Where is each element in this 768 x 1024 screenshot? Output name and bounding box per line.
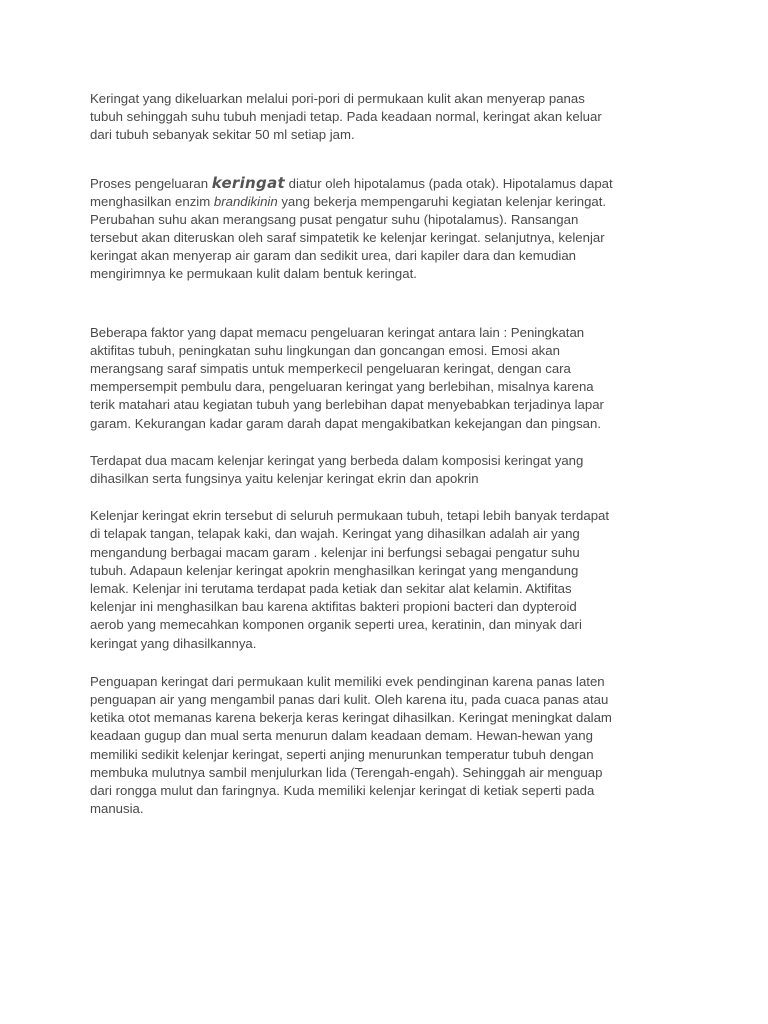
text-line: Keringat yang dikeluarkan melalui pori-pori di permukaan kulit akan menyerap panas — [90, 91, 585, 106]
text-line: di telapak tangan, telapak kaki, dan wajah. Keringat yang dihasilkan adalah air yang — [90, 526, 580, 542]
paragraph-evaporation — [90, 673, 680, 819]
paragraph-sweat-process — [90, 174, 680, 284]
text-line: dari rongga mulut dan faringnya. Kuda memiliki kelenjar keringat di ketiak seperti pada — [90, 783, 595, 799]
text-line: merangsang saraf simpatis untuk memperkecil pengeluaran keringat, dengan cara — [90, 361, 571, 377]
text-line: aerob yang memecahkan komponen organik seperti urea, keratinin, dan minyak dari — [90, 617, 582, 633]
text-line: tubuh. Adapaun kelenjar keringat apokrin menghasilkan keringat yang mengandung — [90, 562, 579, 578]
text-line: membuka mulutnya sambil menjulurkan lida (Terengah-engah). Sehinggah air menguap — [90, 764, 603, 780]
text-line: dari tubuh sebanyak sekitar 50 ml setiap jam. — [90, 127, 355, 143]
text-line: penguapan air yang mengambil panas dari kulit. Oleh karena itu, pada cuaca panas atau — [90, 692, 609, 708]
text-line: manusia. — [90, 801, 144, 817]
paragraph-gland-types — [90, 452, 680, 488]
keyword-brandikinin: brandikinin — [213, 193, 278, 209]
text-segment: Proses pengeluaran — [90, 175, 212, 191]
text-line: mengirimnya ke permukaan kulit dalam bentuk keringat. — [90, 266, 417, 282]
text-line — [90, 174, 680, 193]
text-line: memiliki sedikit kelenjar keringat, seperti anjing menurunkan temperatur tubuh dengan — [90, 746, 594, 762]
text-segment: menghasilkan enzim — [90, 193, 214, 209]
text-line: lemak. Kelenjar ini terutama terdapat pada ketiak dan sekitar alat kelamin. Aktifitas — [90, 581, 572, 597]
text-line: tersebut akan diteruskan oleh saraf simpatetik ke kelenjar keringat. selanjutnya, kelenjar — [90, 230, 605, 246]
text-line: Beberapa faktor yang dapat memacu pengeluaran keringat antara lain : Peningkatan — [90, 324, 585, 340]
text-line: terik matahari atau kegiatan tubuh yang berlebihan dapat menyebabkan terjadinya lapar — [90, 397, 604, 413]
text-line: mempersempit pembulu dara, pengeluaran keringat yang berlebihan, misalnya karena — [90, 379, 594, 395]
text-line: ketika otot memanas karena bekerja keras keringat dihasilkan. Keringat meningkat dalam — [90, 710, 612, 726]
text-line: Kelenjar keringat ekrin tersebut di seluruh permukaan tubuh, tetapi lebih banyak terdapat — [90, 508, 610, 524]
text-line: tubuh sehinggah suhu tubuh menjadi tetap. Pada keadaan normal, keringat akan keluar — [90, 109, 602, 125]
text-segment: yang bekerja mempengaruhi kegiatan kelenjar keringat. — [277, 193, 607, 209]
text-segment: diatur oleh hipotalamus (pada otak). Hipotalamus dapat — [284, 175, 613, 191]
text-line: Penguapan keringat dari permukaan kulit memiliki evek pendinginan karena panas laten — [90, 673, 605, 689]
text-line: garam. Kekurangan kadar garam darah dapat mengakibatkan kekejangan dan pingsan. — [90, 415, 601, 431]
text-line: dihasilkan serta fungsinya yaitu kelenjar keringat ekrin dan apokrin — [90, 471, 479, 487]
text-line: Perubahan suhu akan merangsang pusat pengatur suhu (hipotalamus). Ransangan — [90, 211, 579, 227]
text-line — [90, 193, 680, 211]
paragraph-ekrin-apokrin — [90, 507, 680, 653]
text-line: keringat akan menyerap air garam dan sedikit urea, dari kapiler dara dan kemudian — [90, 248, 577, 264]
document-body — [90, 90, 680, 819]
paragraph-sweat-absorption — [90, 90, 680, 145]
text-line: mengandung berbagai macam garam . kelenjar ini berfungsi sebagai pengatur suhu — [90, 544, 580, 560]
keyword-keringat: keringat — [211, 173, 285, 192]
text-line: kelenjar ini menghasilkan bau karena aktifitas bakteri propioni bacteri dan dypteroid — [90, 599, 577, 615]
text-line: aktifitas tubuh, peningkatan suhu lingkungan dan goncangan emosi. Emosi akan — [90, 342, 560, 358]
text-line: Terdapat dua macam kelenjar keringat yang berbeda dalam komposisi keringat yang — [90, 452, 584, 468]
text-line: keadaan gugup dan mual serta menurun dalam keadaan demam. Hewan-hewan yang — [90, 728, 593, 744]
text-line: keringat yang dihasilkannya. — [90, 635, 257, 651]
paragraph-sweat-factors — [90, 324, 680, 433]
